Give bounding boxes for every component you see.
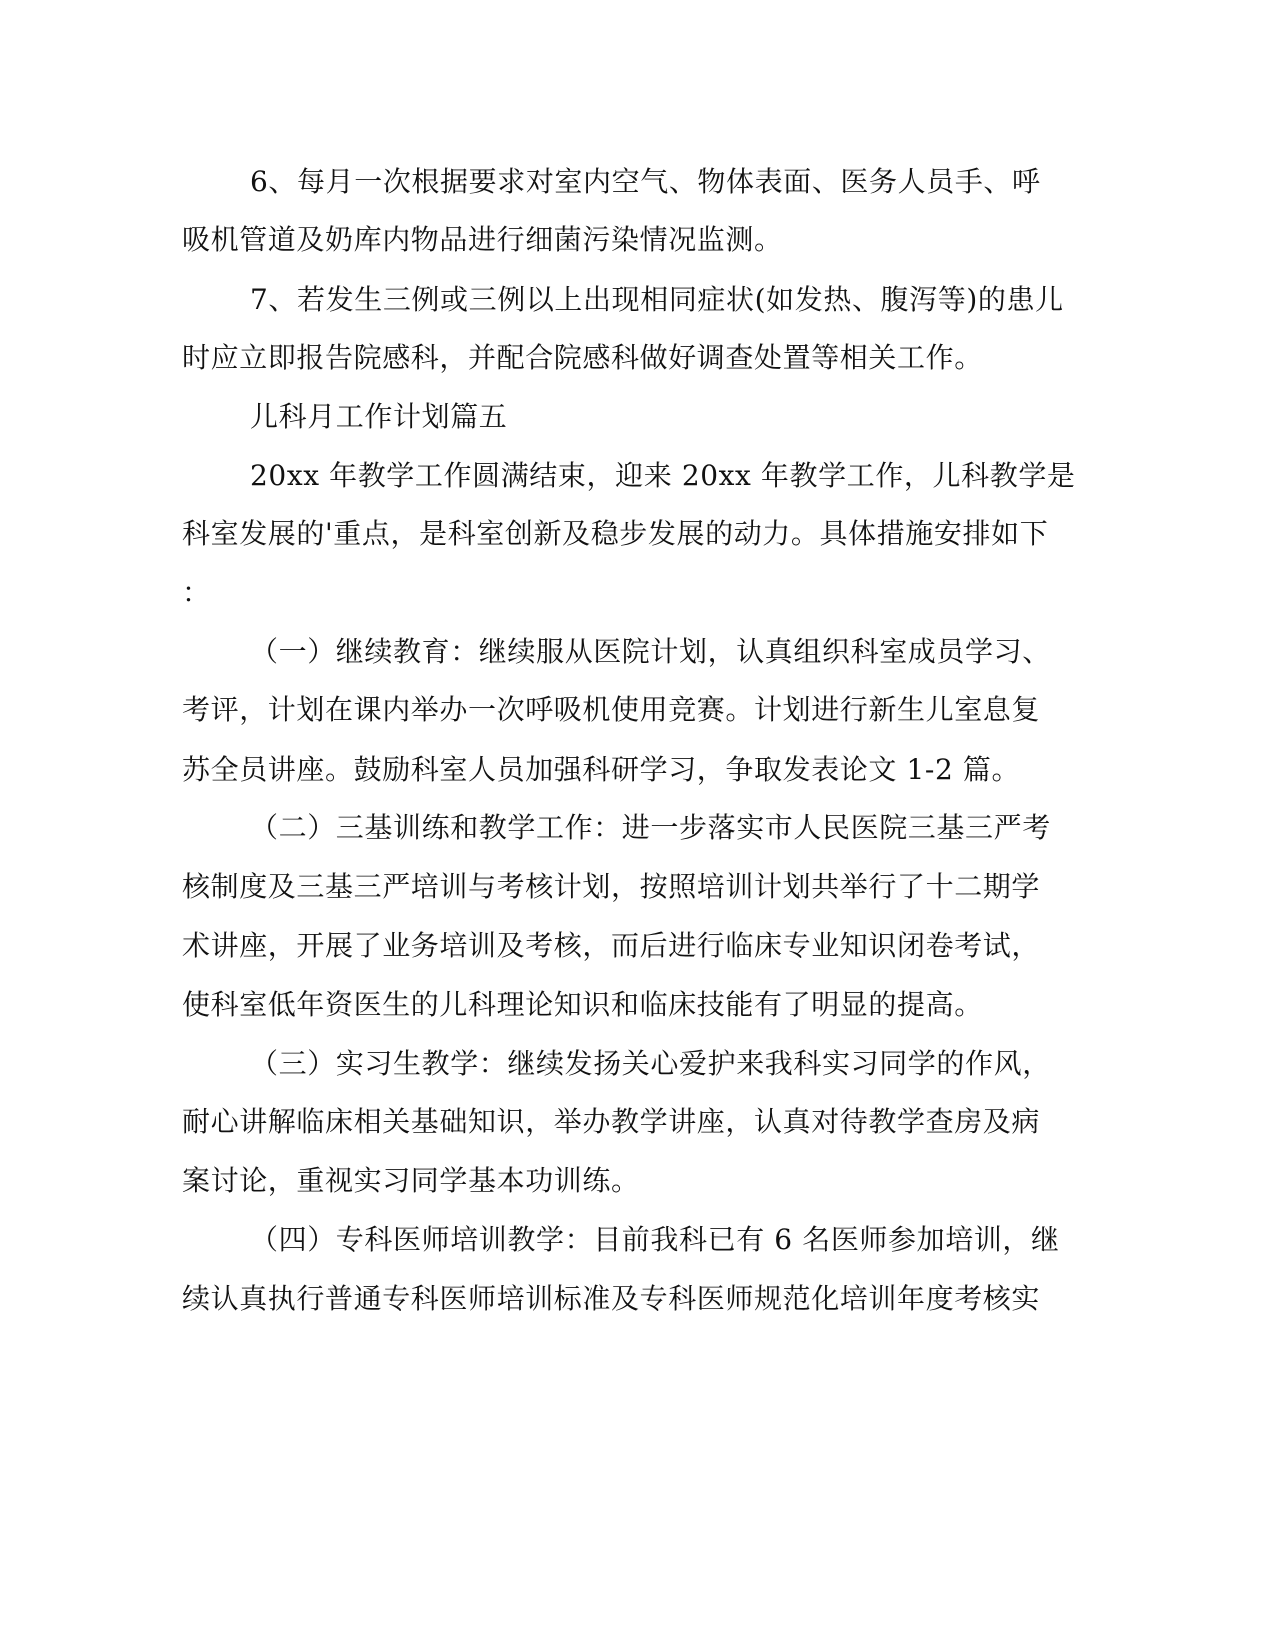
item-2-line-4: 使科室低年资医生的儿科理论知识和临床技能有了明显的提高。	[182, 988, 983, 1021]
item-2-line-3: 术讲座，开展了业务培训及考核，而后进行临床专业知识闭卷考试，	[182, 929, 1041, 962]
item-1-line-1: （一）继续教育：继续服从医院计划，认真组织科室成员学习、	[250, 635, 1051, 668]
item-1-line-2: 考评，计划在课内举办一次呼吸机使用竞赛。计划进行新生儿室息复	[182, 693, 1041, 726]
paragraph-7-line-2: 时应立即报告院感科，并配合院感科做好调查处置等相关工作。	[182, 341, 983, 374]
item-3-line-3: 案讨论，重视实习同学基本功训练。	[182, 1164, 640, 1197]
item-1-line-3: 苏全员讲座。鼓励科室人员加强科研学习，争取发表论文 1-2 篇。	[182, 753, 1021, 786]
paragraph-6-line-2: 吸机管道及奶库内物品进行细菌污染情况监测。	[182, 223, 783, 256]
intro-line-2: 科室发展的'重点，是科室创新及稳步发展的动力。具体措施安排如下	[182, 517, 1049, 550]
intro-line-3: ：	[182, 576, 211, 609]
item-3-line-1: （三）实习生教学：继续发扬关心爱护来我科实习同学的作风，	[250, 1047, 1051, 1080]
item-2-line-2: 核制度及三基三严培训与考核计划，按照培训计划共举行了十二期学	[182, 870, 1041, 903]
item-4-line-1: （四）专科医师培训教学：目前我科已有 6 名医师参加培训，继	[250, 1223, 1060, 1256]
item-2-line-1: （二）三基训练和教学工作：进一步落实市人民医院三基三严考	[250, 811, 1051, 844]
item-3-line-2: 耐心讲解临床相关基础知识，举办教学讲座，认真对待教学查房及病	[182, 1105, 1041, 1138]
paragraph-6-line-1: 6、每月一次根据要求对室内空气、物体表面、医务人员手、呼	[250, 165, 1041, 198]
section-heading: 儿科月工作计划篇五	[250, 400, 508, 433]
paragraph-7-line-1: 7、若发生三例或三例以上出现相同症状(如发热、腹泻等)的患儿	[250, 283, 1064, 316]
item-4-line-2: 续认真执行普通专科医师培训标准及专科医师规范化培训年度考核实	[182, 1282, 1041, 1315]
intro-line-1: 20xx 年教学工作圆满结束，迎来 20xx 年教学工作，儿科教学是	[250, 459, 1076, 492]
